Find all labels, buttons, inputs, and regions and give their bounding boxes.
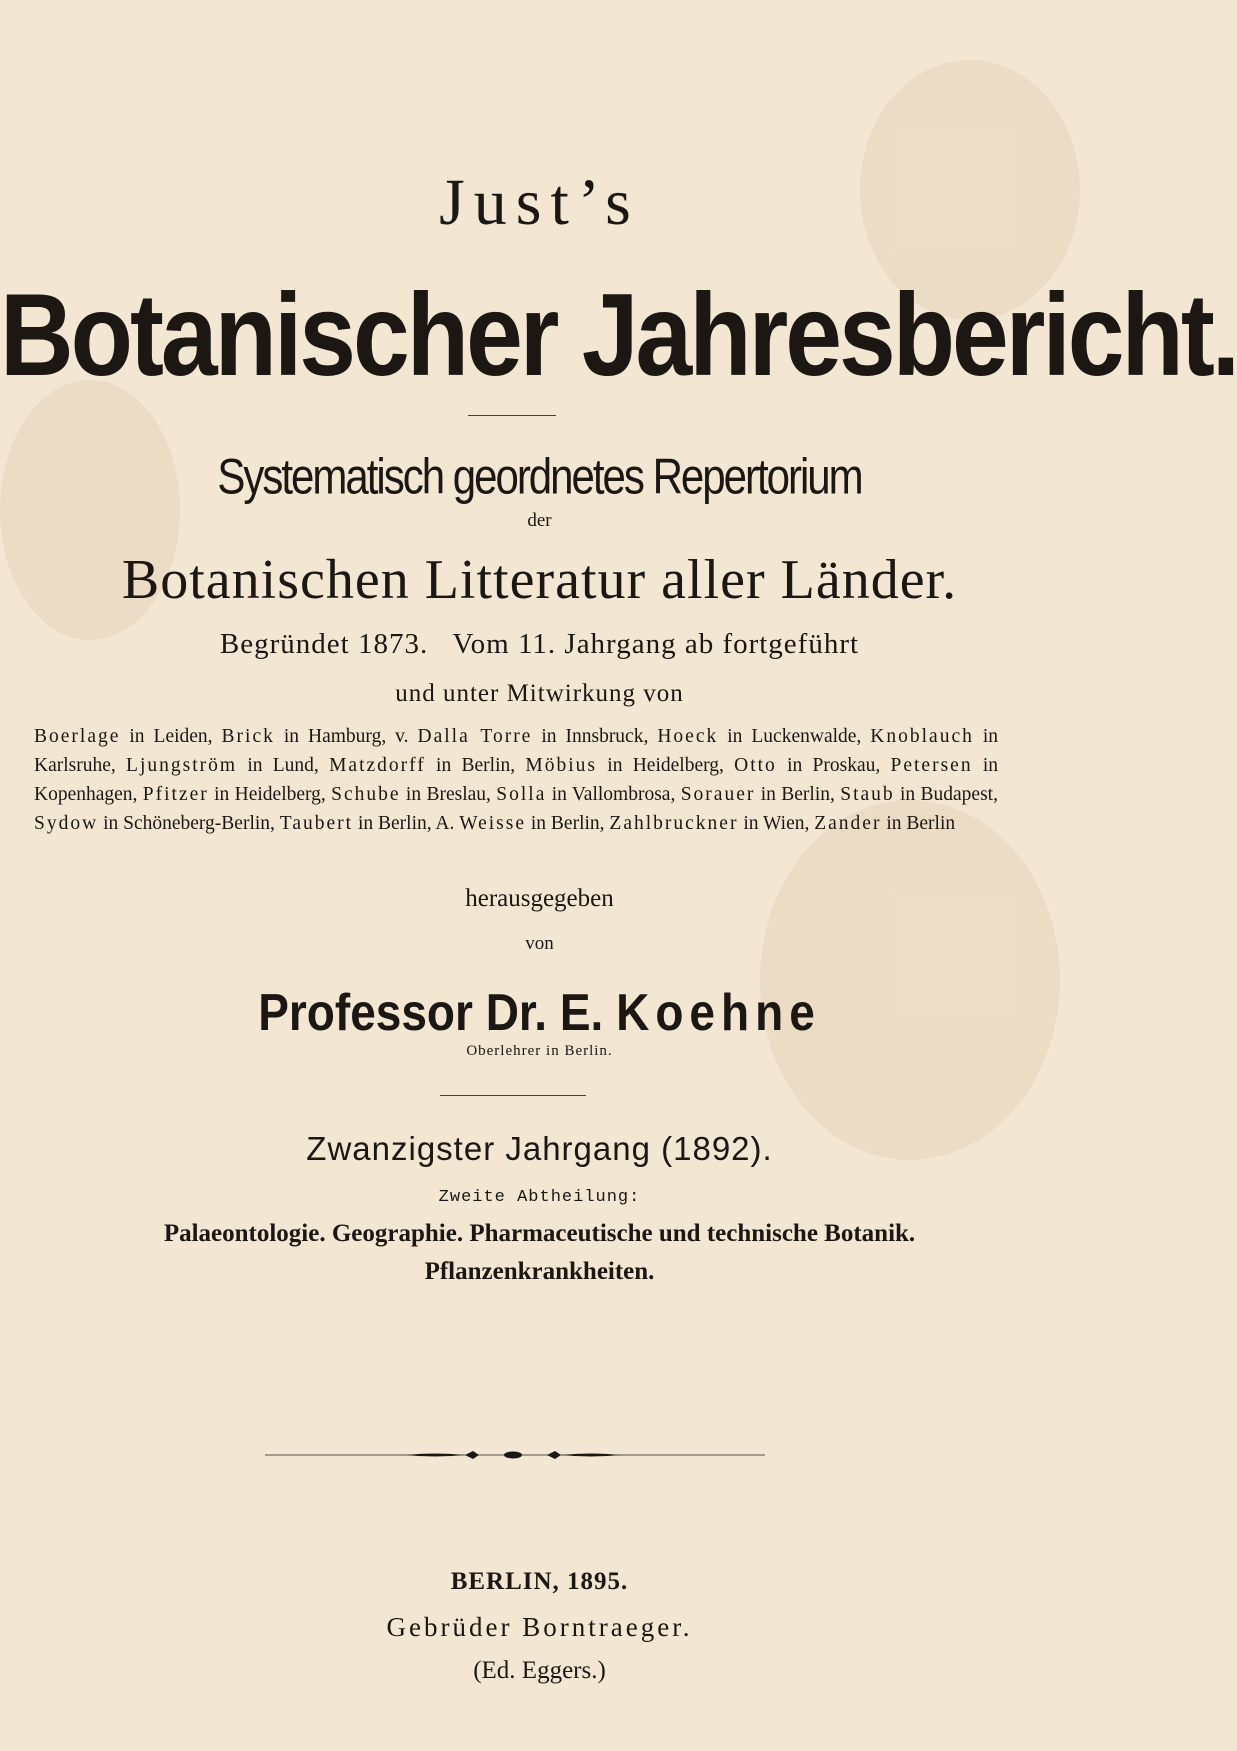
contributor-location: in Wien,: [738, 813, 815, 834]
contributor-location: in Berlin,: [526, 813, 610, 834]
contributor-name: Ljungström: [126, 755, 238, 776]
contributor-location: in Berlin: [881, 813, 956, 834]
continued-from: Vom 11. Jahrgang ab fortgeführt: [452, 628, 860, 660]
contributor-name: Otto: [734, 755, 777, 776]
founding-line: [0, 628, 1079, 661]
contributor-location: in Heidelberg,: [597, 755, 735, 776]
contributor-name: Sydow: [34, 813, 99, 834]
subtitle-line1: Systematisch geordnetes Repertorium: [217, 448, 862, 505]
contributor-location: in Berlin, A.: [353, 813, 460, 834]
contributor-name: Zander: [814, 813, 882, 834]
divider-rule: [468, 415, 556, 416]
edited-by-von: von: [525, 933, 554, 954]
divider-rule: [440, 1095, 586, 1096]
contributor-name: Knoblauch: [870, 726, 974, 747]
contributor-location: in Heidelberg,: [208, 784, 332, 805]
contributor-location: in Kopenhagen,: [34, 755, 999, 805]
contributor-name: Schube: [331, 784, 401, 805]
volume-topics: Palaeontologie. Geographie. Pharmaceutische und technische Botanik.: [163, 1220, 916, 1247]
contributor-name: Sorauer: [680, 784, 756, 805]
contributor-name: Matzdorff: [329, 755, 426, 776]
contributors-list: [34, 722, 998, 838]
volume-year: Zwanzigster Jahrgang (1892).: [306, 1130, 773, 1167]
contributor-name: Dalla Torre: [417, 726, 533, 747]
imprint-printer: (Ed. Eggers.): [473, 1657, 606, 1684]
main-title: Botanischer Jahresbericht.: [0, 269, 1237, 401]
contributor-name: Weisse: [459, 813, 526, 834]
contributor-name: Boerlage: [34, 726, 121, 747]
contributor-name: Taubert: [279, 813, 354, 834]
contributor-location: in Breslau,: [400, 784, 497, 805]
contributor-location: in Hamburg, v.: [274, 726, 418, 747]
ornamental-rule: [265, 1445, 765, 1465]
contributor-name: Möbius: [525, 755, 597, 776]
contributor-location: in Schöneberg-Berlin,: [98, 813, 280, 834]
edited-by: herausgegeben: [465, 885, 614, 912]
editor-title: Professor Dr. E.: [258, 983, 617, 1042]
contributor-location: in Leiden,: [120, 726, 222, 747]
just-heading: Just’s: [439, 166, 640, 239]
contributor-location: in Lund,: [237, 755, 330, 776]
contributor-name: Pfitzer: [142, 784, 209, 805]
volume-topics-2: Pflanzenkrankheiten.: [424, 1258, 655, 1285]
contributor-name: Staub: [840, 784, 895, 805]
subtitle-line2: Botanischen Litteratur aller Länder.: [121, 549, 958, 611]
contributor-location: in Innsbruck,: [532, 726, 658, 747]
imprint-publisher: Gebrüder Borntraeger.: [386, 1612, 693, 1642]
paper-stain: [760, 800, 1060, 1160]
contributor-name: Petersen: [890, 755, 973, 776]
editor-name: [0, 982, 1079, 1042]
contributor-name: Hoeck: [657, 726, 719, 747]
imprint-city-year: BERLIN, 1895.: [450, 1568, 629, 1595]
subtitle-der: der: [527, 510, 552, 531]
contributor-location: in Berlin,: [425, 755, 526, 776]
contributor-location: in Berlin,: [755, 784, 841, 805]
founding-year: Begründet 1873.: [219, 628, 429, 660]
contributor-location: in Vallombrosa,: [546, 784, 681, 805]
collaboration-line: und unter Mitwirkung von: [395, 680, 684, 707]
volume-section: Zweite Abtheilung:: [438, 1188, 641, 1207]
editor-surname: Koehne: [616, 983, 821, 1042]
contributor-name: Solla: [496, 784, 547, 805]
contributor-name: Zahlbruckner: [609, 813, 739, 834]
editor-position: Oberlehrer in Berlin.: [466, 1043, 613, 1059]
contributor-name: Brick: [221, 726, 275, 747]
contributor-location: in Karlsruhe,: [34, 726, 999, 776]
contributor-location: in Budapest,: [894, 784, 998, 805]
contributor-location: in Proskau,: [776, 755, 891, 776]
contributor-location: in Luckenwalde,: [718, 726, 871, 747]
